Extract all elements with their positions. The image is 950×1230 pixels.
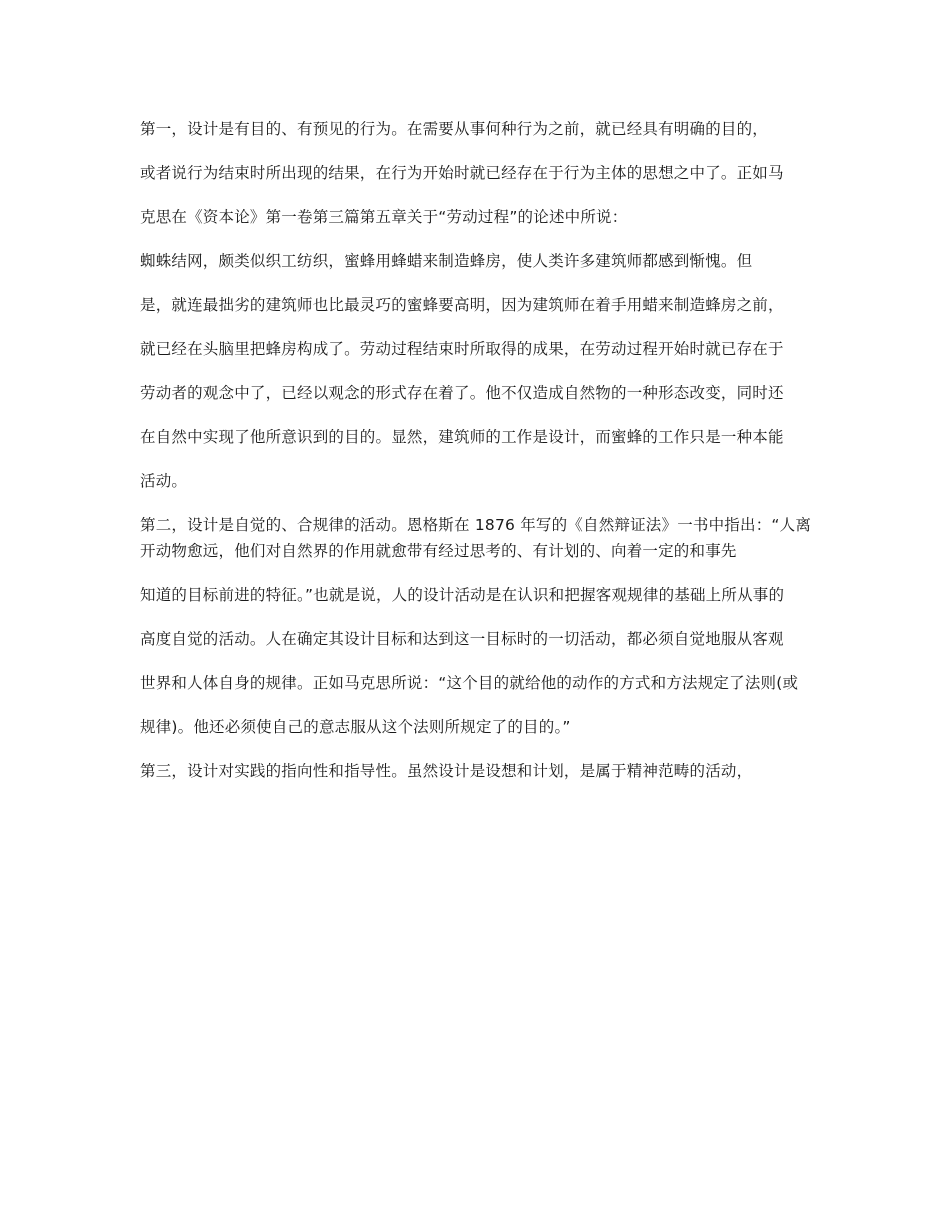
paragraph-2: 或者说行为结束时所出现的结果，在行为开始时就已经存在于行为主体的思想之中了。正如马 [140, 164, 784, 182]
paragraph-14: 规律)。他还必须使自己的意志服从这个法则所规定了的目的。” [140, 718, 571, 736]
paragraph-9: 活动。 [140, 472, 188, 490]
paragraph-1: 第一，设计是有目的、有预见的行为。在需要从事何种行为之前，就已经具有明确的目的， [140, 120, 769, 138]
paragraph-5: 是，就连最拙劣的建筑师也比最灵巧的蜜蜂要高明，因为建筑师在着手用蜡来制造蜂房之前， [140, 296, 784, 314]
paragraph-13: 世界和人体自身的规律。正如马克思所说：“这个目的就给他的动作的方式和方法规定了法则(或 [140, 674, 799, 692]
paragraph-10: 第二，设计是自觉的、合规律的活动。恩格斯在 1876 年写的《自然辩证法》一书中指出：“人离开动物愈远，他们对自然界的作用就愈带有经过思考的、有计划的、向着一定的和事先 [140, 516, 812, 560]
paragraph-3: 克思在《资本论》第一卷第三篇第五章关于“劳动过程”的论述中所说： [140, 208, 628, 226]
paragraph-6: 就已经在头脑里把蜂房构成了。劳动过程结束时所取得的成果，在劳动过程开始时就已存在于 [140, 340, 784, 358]
paragraph-4: 蜘蛛结网，颇类似织工纺织，蜜蜂用蜂蜡来制造蜂房，使人类许多建筑师都感到惭愧。但 [140, 252, 753, 270]
paragraph-12: 高度自觉的活动。人在确定其设计目标和达到这一目标时的一切活动，都必须自觉地服从客观 [140, 630, 784, 648]
paragraph-15: 第三，设计对实践的指向性和指导性。虽然设计是设想和计划，是属于精神范畴的活动， [140, 762, 753, 780]
paragraph-11: 知道的目标前进的特征。”也就是说，人的设计活动是在认识和把握客观规律的基础上所从事的 [140, 586, 785, 604]
paragraph-7: 劳动者的观念中了，已经以观念的形式存在着了。他不仅造成自然物的一种形态改变，同时还 [140, 384, 784, 402]
paragraph-8: 在自然中实现了他所意识到的目的。显然，建筑师的工作是设计，而蜜蜂的工作只是一种本能 [140, 428, 784, 446]
document-page [140, 116, 820, 784]
